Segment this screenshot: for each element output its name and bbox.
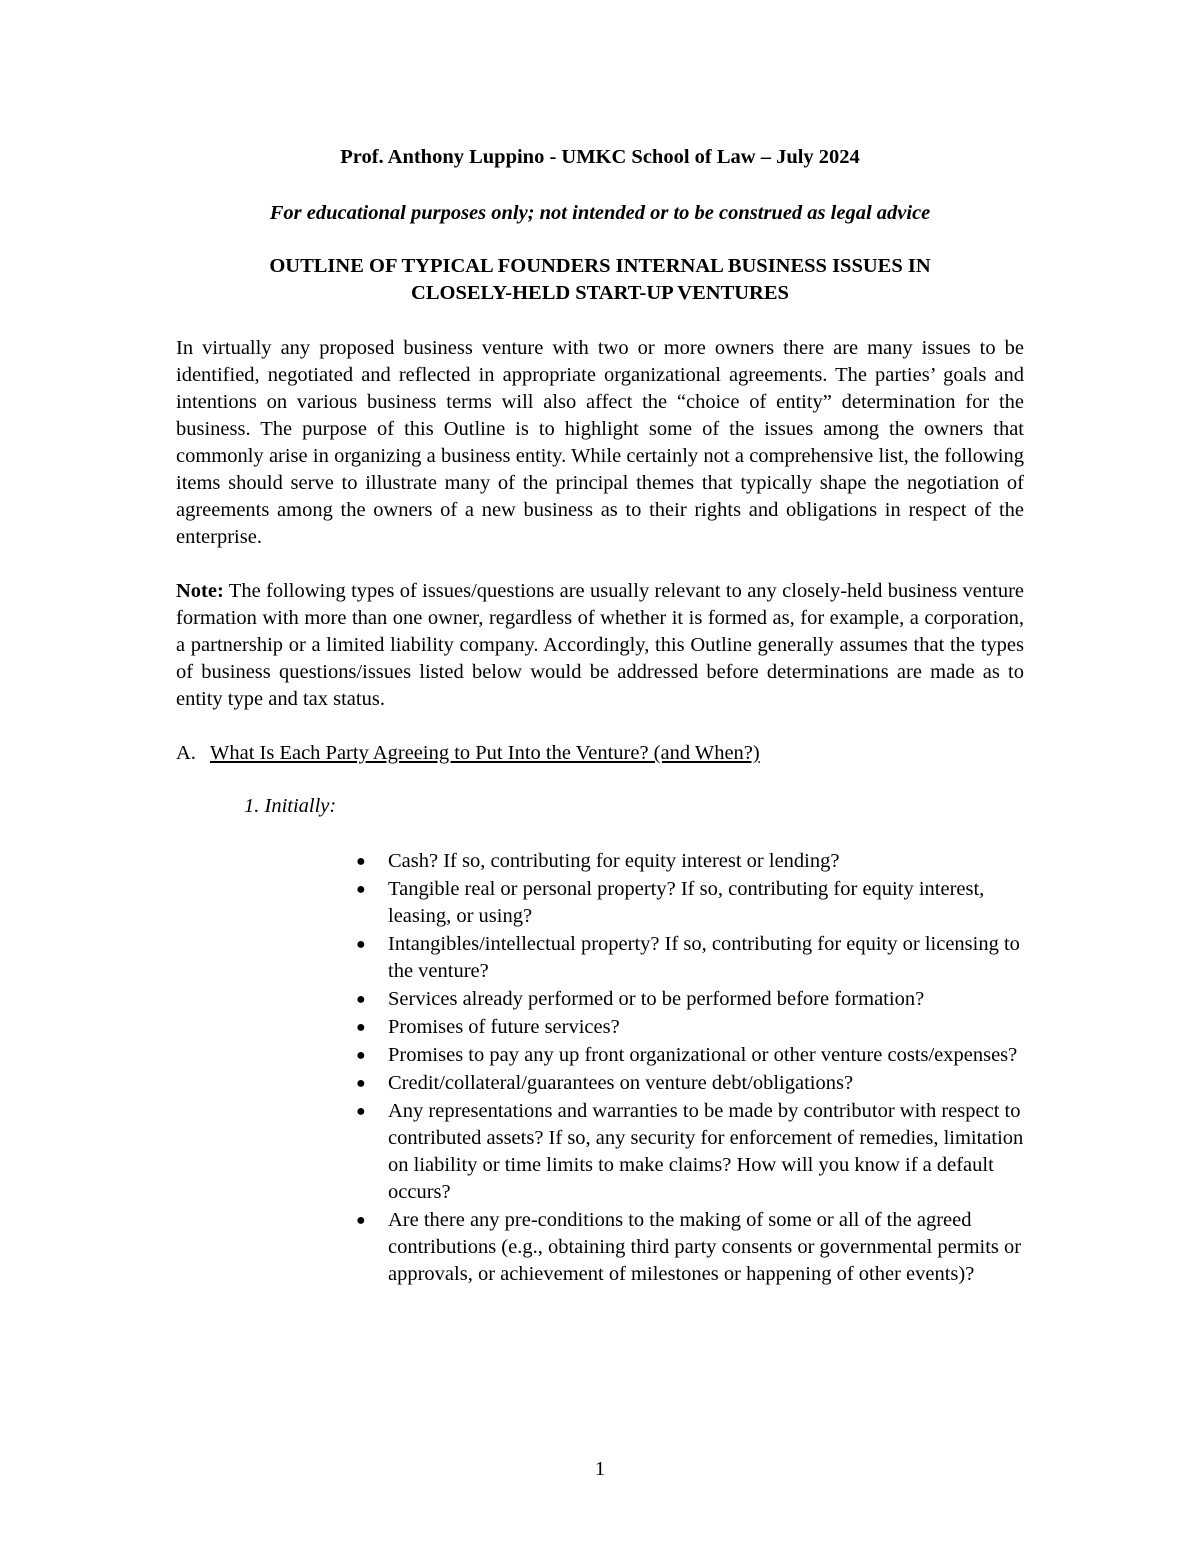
list-item-text: Promises to pay any up front organizational or other venture costs/expenses? — [388, 1044, 1018, 1066]
page-number: 1 — [594, 1458, 606, 1480]
note-text: The following types of issues/questions are usually relevant to any closely-held business venture formation with more than one owner, regardless of whether it is formed as, for example, a corporation, a partnership or a limited liability company. Accordingly, this Outline generally assumes that the types of business questions/issues listed below would be addressed before determinations are made as to entity type and tax status. — [176, 580, 1024, 710]
bullet-icon: ● — [356, 1212, 366, 1229]
list-item-text: Tangible real or personal property? If so, contributing for equity interest, leasing, or using? — [388, 878, 985, 927]
section-a-heading — [176, 740, 1024, 767]
list-item-text: Any representations and warranties to be made by contributor with respect to contributed assets? If so, any security for enforcement of remedies, limitation on liability or time limits to make claims? How will you know if a default occurs? — [388, 1100, 1024, 1203]
list-item-text: Services already performed or to be performed before formation? — [388, 988, 925, 1010]
note-paragraph — [176, 578, 1024, 713]
bullet-icon: ● — [356, 1047, 366, 1064]
list-item — [356, 876, 1024, 930]
page-content — [176, 140, 1024, 1289]
disclaimer: For educational purposes only; not intended or to be construed as legal advice — [269, 202, 931, 224]
list-item-text: Credit/collateral/guarantees on venture debt/obligations? — [388, 1072, 854, 1094]
contribution-bullet-list — [176, 848, 1024, 1288]
author-header: Prof. Anthony Luppino - UMKC School of Law – July 2024 — [340, 146, 860, 168]
list-item — [356, 1014, 1024, 1041]
bullet-icon: ● — [356, 1075, 366, 1092]
list-item — [356, 931, 1024, 985]
section-a-letter: A. — [176, 742, 196, 764]
document-title — [176, 253, 1024, 307]
list-item — [356, 1207, 1024, 1288]
bullet-icon: ● — [356, 991, 366, 1008]
document-title-line-2: CLOSELY-HELD START-UP VENTURES — [411, 282, 789, 304]
list-item-text: Intangibles/intellectual property? If so, contributing for equity or licensing to the venture? — [388, 933, 1020, 982]
section-a-title: What Is Each Party Agreeing to Put Into the Venture? (and When?) — [210, 742, 760, 764]
intro-paragraph: In virtually any proposed business venture with two or more owners there are many issues to be identified, negotiated and reflected in appropriate organizational agreements. The parties’ goals and intentions on various business terms will also affect the “choice of entity” determination for the business. The purpose of this Outline is to highlight some of the issues among the owners that commonly arise in organizing a business entity. While certainly not a comprehensive list, the following items should serve to illustrate many of the principal themes that typically shape the negotiation of agreements among the owners of a new business as to their rights and obligations in respect of the enterprise. — [176, 337, 1024, 548]
subsection-initially: 1. Initially: — [244, 795, 337, 817]
list-item — [356, 1070, 1024, 1097]
bullet-icon: ● — [356, 881, 366, 898]
note-label: Note: — [176, 580, 224, 602]
list-item-text: Cash? If so, contributing for equity interest or lending? — [388, 850, 840, 872]
list-item-text: Promises of future services? — [388, 1016, 620, 1038]
bullet-icon: ● — [356, 1019, 366, 1036]
document-title-line-1: OUTLINE OF TYPICAL FOUNDERS INTERNAL BUSINESS ISSUES IN — [269, 255, 931, 277]
bullet-icon: ● — [356, 1103, 366, 1120]
list-item — [356, 1098, 1024, 1206]
bullet-icon: ● — [356, 936, 366, 953]
list-item — [356, 848, 1024, 875]
list-item — [356, 986, 1024, 1013]
list-item — [356, 1042, 1024, 1069]
bullet-icon: ● — [356, 853, 366, 870]
list-item-text: Are there any pre-conditions to the making of some or all of the agreed contributions (e.g., obtaining third party consents or governmental permits or approvals, or achievement of milestones or happening of other events)? — [388, 1209, 1022, 1285]
